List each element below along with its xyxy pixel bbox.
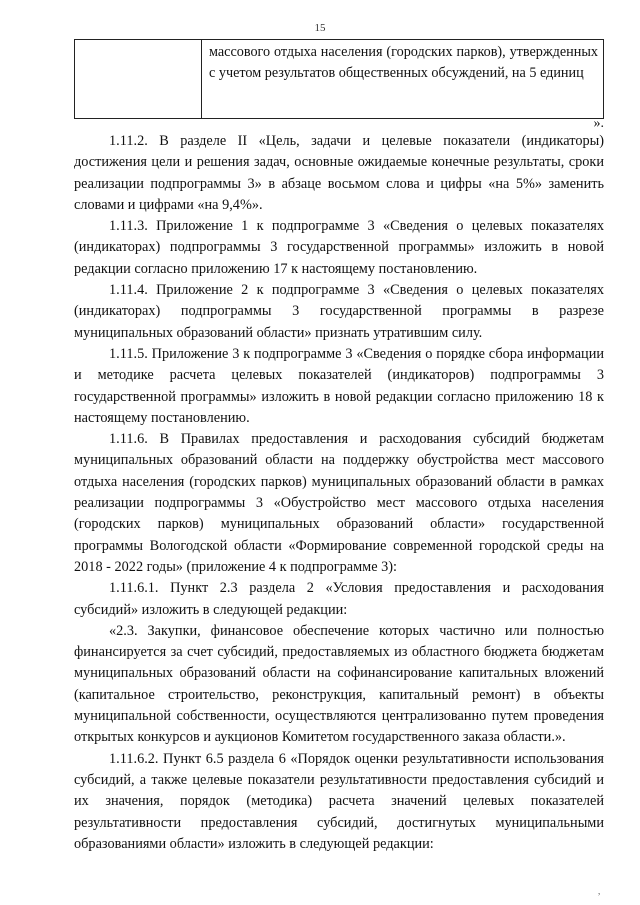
- paragraph-1-11-4: 1.11.4. Приложение 2 к подпрограмме 3 «Сведения о целевых показателях (индикаторах) подпрограммы 3 государственной программы в разрезе муниципальных образований области» признать утратившим силу.: [74, 282, 604, 341]
- table-row: [75, 40, 604, 119]
- paragraph-1-11-3: 1.11.3. Приложение 1 к подпрограмме 3 «Сведения о целевых показателях (индикаторах) подпрограммы 3 государственной программы» изложить в новой редакции согласно приложению 17 к настоящему постановлению.: [74, 218, 604, 277]
- paragraph-1-11-5: 1.11.5. Приложение 3 к подпрограмме 3 «Сведения о порядке сбора информации и методике расчета целевых показателей (индикаторов) подпрограммы 3 государственной программы» изложить в новой редакции согласно приложению 18 к настоящему постановлению.: [74, 345, 604, 426]
- indicator-table: [74, 39, 604, 119]
- paragraph-quote-2-3: «2.3. Закупки, финансовое обеспечение которых частично или полностью финансируется за счет субсидий, предоставляемых из областного бюджета бюджетам муниципальных образований области на софинансирование капитальных вложений (капитальное строительство, реконструкция, капитальный ремонт) в объекты муниципальной собственности, осуществляются централизованно путем проведения открытых конкурсов и аукционов Комитетом государственного заказа области.».: [74, 622, 604, 746]
- scan-mark: ,: [598, 886, 601, 896]
- table-cell-text: массового отдыха населения (городских парков), утвержденных с учетом результатов общественных обсуждений, на 5 единиц: [202, 40, 604, 119]
- table-cell-empty: [75, 40, 202, 119]
- paragraph-1-11-6-1: 1.11.6.1. Пункт 2.3 раздела 2 «Условия предоставления и расходования субсидий» изложить в следующей редакции:: [74, 580, 604, 618]
- closing-quote: ».: [593, 116, 604, 131]
- paragraph-1-11-6: 1.11.6. В Правилах предоставления и расходования субсидий бюджетам муниципальных образований области на поддержку обустройства мест массового отдыха населения (городских парков) муниципальных образований области в рамках реализации подпрограммы 3 «Обустройство мест массового отдыха населения (городских парков) муниципальных образований области» государственной программы Вологодской области «Формирование современной городской среды на 2018 - 2022 годы» (приложение 4 к подпрограмме 3):: [74, 431, 604, 575]
- page-number: 15: [314, 22, 326, 34]
- document-body: [74, 131, 604, 855]
- paragraph-1-11-2: 1.11.2. В разделе II «Цель, задачи и целевые показатели (индикаторы) достижения цели и решения задач, основные ожидаемые конечные результаты, сроки реализации подпрограммы 3» в абзаце восьмом слова и цифры «на 5%» заменить словами и цифрами «на 9,4%».: [74, 133, 604, 213]
- paragraph-1-11-6-2: 1.11.6.2. Пункт 6.5 раздела 6 «Порядок оценки результативности использования субсидий, а также целевые показатели результативности предоставления субсидий и их значения, порядок (методика) расчета значений целевых показателей результативности предоставления субсидий, достигнутых муниципальными образованиями области» изложить в следующей редакции:: [74, 750, 604, 852]
